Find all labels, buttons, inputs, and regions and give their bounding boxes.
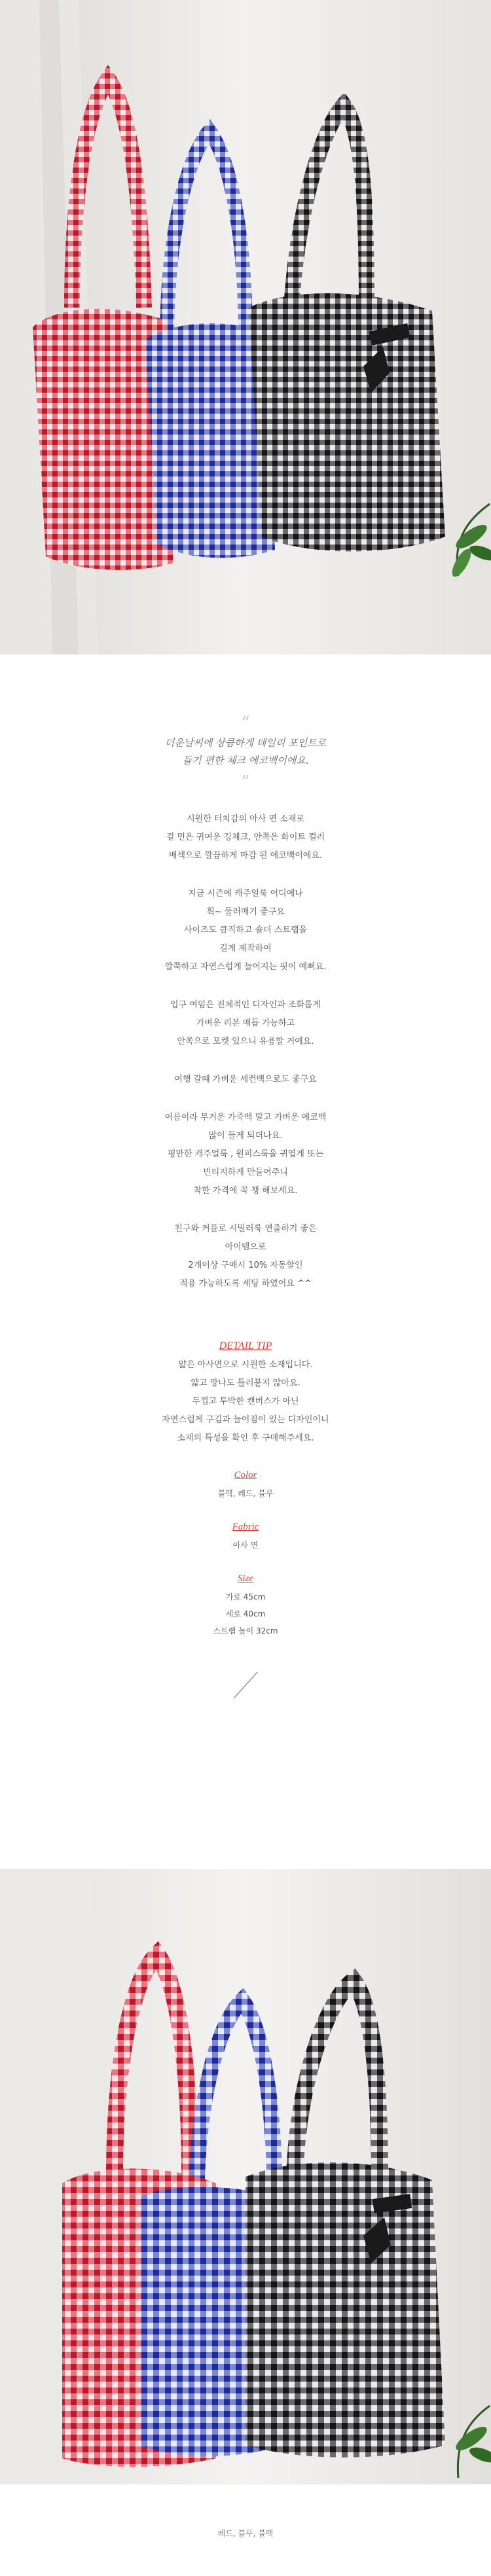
para-line: 지금 시즌에 캐주얼룩 어디에나 [188,889,303,899]
size-strap: 스트랩 높이 32cm [213,1626,278,1636]
paragraph-summer [0,1109,491,1200]
para-line: 가벼운 리본 매듭 가능하고 [196,1018,295,1028]
color-title: Color [234,1470,257,1480]
intro-text [0,734,491,770]
para-line: 겉 면은 귀여운 깅체크, 안쪽은 화이트 컬러 [166,832,325,842]
fabric-value: 아사 면 [232,1541,259,1550]
description-section [0,713,491,1708]
paragraph-closure [0,996,491,1051]
para-line: 배색으로 깔끔하게 마감 된 에코백이에요. [168,851,323,861]
para-line: 사이즈도 큼직하고 숄더 스트랩을 [183,925,308,935]
intro-line: 들기 편한 체크 에코백이에요. [182,755,309,766]
bottom-caption-wrap [0,2528,491,2539]
size-height: 세로 40cm [225,1609,266,1619]
para-line: 입구 여밈은 전체적인 디자인과 조화롭게 [170,1000,321,1010]
para-line: 얇은 아사면으로 시원한 소재입니다. [178,1360,313,1370]
paragraph-material [0,810,491,865]
para-line: 아이템으로 [225,1242,266,1252]
intro-line: 더운날씨에 상큼하게 데일리 포인트로 [164,737,327,749]
para-line: 얇고 망나도 틀러붙지 않아요. [191,1378,300,1388]
quote-open-mark: “ [241,713,250,733]
para-line: 여름이라 무거운 가죽백 말고 가벼운 에코백 [164,1113,327,1122]
size-values [0,1588,491,1639]
product-photo-bottom [0,1869,491,2484]
bottom-caption: 레드, 블루, 블랙 [217,2529,274,2538]
para-line: 많이 들게 되더나요. [208,1131,283,1141]
black-bag [249,293,445,551]
para-line: 2개이상 구매시 10% 자동할인 [188,1261,303,1270]
para-line: 두껍고 투박한 캔버스가 아닌 [192,1397,299,1406]
quote-close-mark: ” [241,772,250,792]
color-value: 블랙, 레드, 블루 [217,1489,274,1498]
para-line: 친구와 커플로 시밀러룩 연출하기 좋은 [174,1224,317,1234]
size-title: Size [237,1573,254,1584]
para-line: 휙~ 둘러매기 좋구요 [206,907,285,917]
product-photo-top [0,0,491,654]
detail-tip-title: DETAIL TIP [219,1340,272,1351]
para-line: 평만한 캐주얼룩 , 원피스룩을 귀엽게 또는 [167,1149,324,1159]
paragraph-style [0,885,491,976]
para-line: 적용 가능하도록 세팅 하였어요 ^^ [179,1279,312,1289]
para-line: 시원한 터치감의 아사 면 소재로 [187,814,304,824]
black-bag [245,2162,445,2458]
para-line: 착한 가격에 꼭 챙 해보세요. [193,1186,298,1196]
para-line: 빈티지하게 만들어주니 [203,1168,288,1177]
detail-tip-text [0,1356,491,1448]
para-line: 길게 제작하여 [219,944,272,954]
size-width: 가로 45cm [225,1592,266,1601]
para-line: 안쪽으로 포켓 있으니 유용할 거예요. [177,1037,314,1046]
para-line: 깔쭉하고 자연스럽게 늘어지는 핏이 예뻐요. [164,962,327,972]
para-line: 소재의 특성을 확인 후 구매해주세요. [177,1433,314,1443]
divider-slash [226,1666,265,1705]
para-line: 자연스럽게 구김과 늘어짐이 있는 디자인이니 [162,1415,329,1425]
fabric-title: Fabric [232,1522,259,1532]
paragraph-discount [0,1220,491,1293]
paragraph-travel [0,1071,491,1089]
para-line: 여행 갈때 가벼운 세컨백으로도 좋구요 [174,1075,317,1084]
